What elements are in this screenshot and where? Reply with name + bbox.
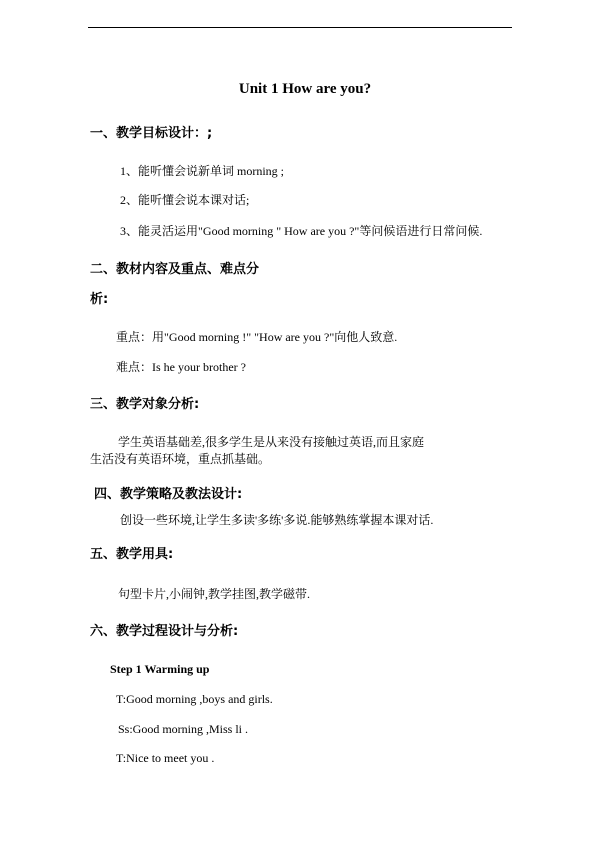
section-1-heading: 一、教学目标设计：;: [90, 126, 213, 141]
section-5-heading: 五、教学用具:: [90, 547, 174, 562]
teaching-aids-text: 句型卡片,小闹钟,教学挂图,教学磁带.: [118, 587, 311, 601]
difficult-point: 难点：Is he your brother ?: [116, 360, 246, 374]
objective-1: 1、能听懂会说新单词 morning ;: [120, 164, 284, 178]
dialogue-line-3: T:Nice to meet you .: [116, 751, 215, 765]
section-4-heading: 四、教学策略及教法设计:: [94, 487, 243, 502]
section-3-heading: 三、教学对象分析:: [90, 397, 200, 412]
section-2-heading-cont: 析:: [90, 292, 109, 307]
objective-3: 3、能灵活运用"Good morning " How are you ?"等问候语进行日常问候.: [120, 224, 483, 238]
strategy-text: 创设一些环境,让学生多读'多练'多说.能够熟练掌握本课对话.: [120, 513, 434, 527]
objective-2: 2、能听懂会说本课对话;: [120, 193, 250, 207]
section-6-heading: 六、教学过程设计与分析:: [90, 624, 239, 639]
header-rule: [88, 27, 512, 28]
document-title: Unit 1 How are you?: [238, 81, 372, 97]
key-point: 重点：用"Good morning !" "How are you ?"向他人致意.: [116, 330, 398, 344]
section-2-heading: 二、教材内容及重点、难点分: [90, 262, 260, 277]
step-title: Step 1 Warming up: [110, 662, 210, 676]
dialogue-line-2: Ss:Good morning ,Miss li .: [118, 722, 249, 736]
learner-analysis-paragraph: 学生英语基础差,很多学生是从来没有接触过英语,而且家庭生活没有英语环境，重点抓基础。: [90, 435, 425, 466]
dialogue-line-1: T:Good morning ,boys and girls.: [116, 692, 273, 706]
